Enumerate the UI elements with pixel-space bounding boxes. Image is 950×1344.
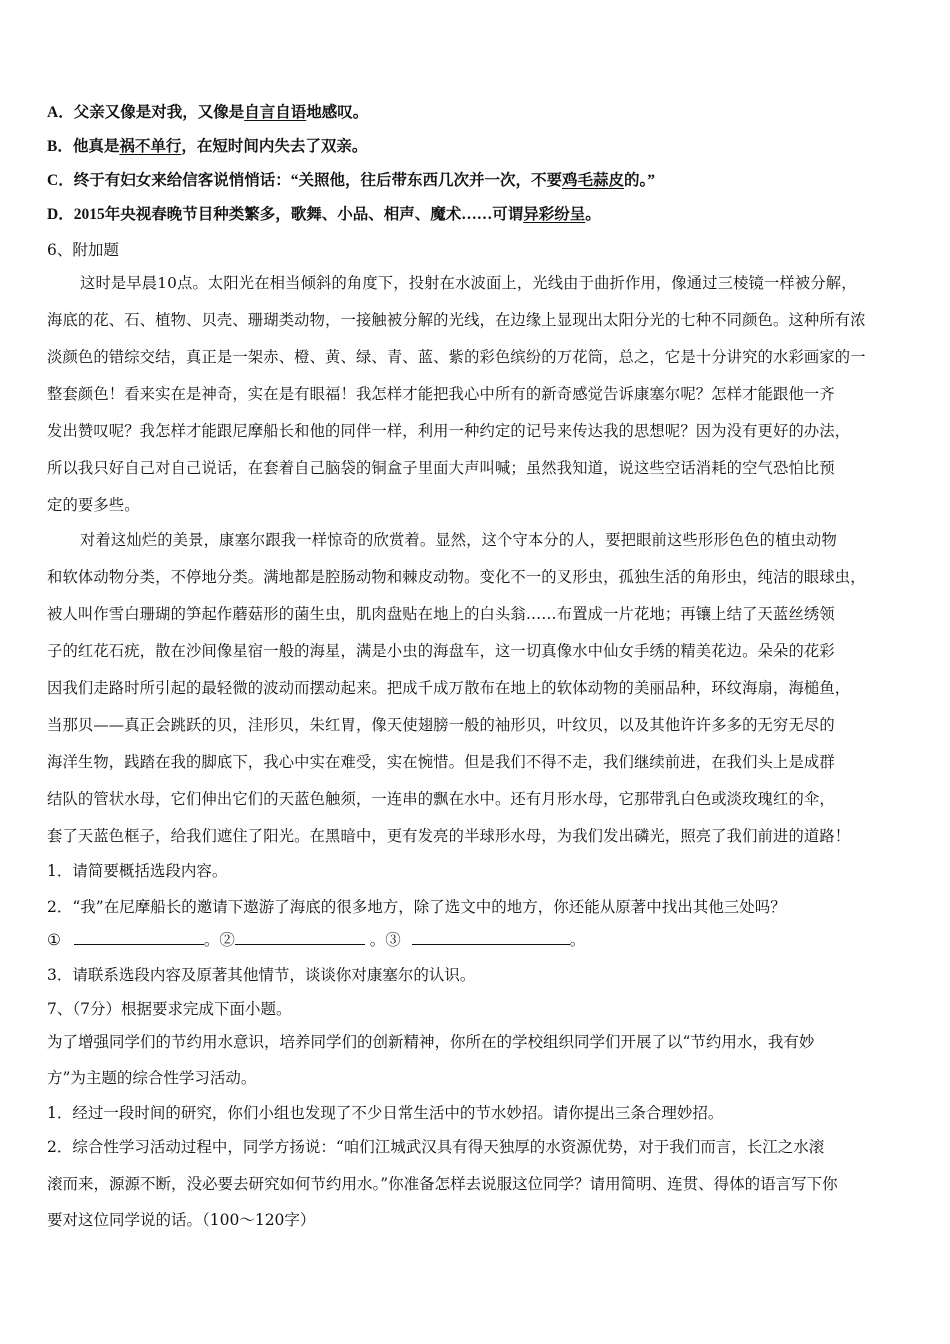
underlined-idiom: 祸不单行 bbox=[119, 138, 182, 155]
passage-line: 整套颜色！看来实在是神奇，实在是有眼福！我怎样才能把我心中所有的新奇感觉告诉康塞尔呢？怎样才能跟他一齐 bbox=[47, 385, 835, 403]
passage-line: 子的红花石疣，散在沙间像星宿一般的海星，满是小虫的海盘车，这一切真像水中仙女手绣的精美花边。朵朵的花彩 bbox=[47, 642, 835, 660]
option-text: 。 bbox=[585, 206, 601, 223]
option-text: 终于有妇女来给信客说悄悄话：“关照他，往后带东西几次并一次，不要 bbox=[73, 172, 562, 189]
passage-line: 淡颜色的错综交结，真正是一架赤、橙、黄、绿、青、蓝、紫的彩色缤纷的万花筒，总之，它是十分讲究的水彩画家的一 bbox=[47, 348, 866, 366]
passage-line: 被人叫作雪白珊瑚的笋起作蘑菇形的菌生虫，肌肉盘贴在地上的白头翁……布置成一片花地；再镶上结了天蓝丝绣领 bbox=[47, 605, 835, 623]
passage-line: 这时是早晨10点。太阳光在相当倾斜的角度下，投射在水波面上，光线由于曲折作用，像通过三棱镜一样被分解， bbox=[80, 274, 857, 292]
option-text: 的。” bbox=[623, 172, 655, 189]
option-text: 2015年央视春晚节目种类繁多，歌舞、小品、相声、魔术……可谓 bbox=[73, 206, 524, 223]
question-7-sub1: 1．经过一段时间的研究，你们小组也发现了不少日常生活中的节水妙招。请你提出三条合理妙招。 bbox=[47, 1104, 724, 1122]
underlined-idiom: 异彩纷呈 bbox=[523, 206, 586, 223]
answer-blank-3[interactable] bbox=[412, 930, 570, 945]
passage-line: 定的要多些。 bbox=[47, 496, 140, 514]
question-6-sub2: 2．“我”在尼摩船长的邀请下遨游了海底的很多地方，除了选文中的地方，你还能从原著中找出其他三处吗？ bbox=[47, 898, 786, 916]
question-7-intro: 为了增强同学们的节约用水意识，培养同学们的创新精神，你所在的学校组织同学们开展了以“节约用水，我有妙 bbox=[47, 1033, 815, 1051]
option-d bbox=[47, 205, 601, 225]
option-text: 他真是 bbox=[72, 138, 120, 155]
option-b bbox=[47, 137, 367, 157]
option-a bbox=[47, 103, 368, 123]
passage-line: 海洋生物，践踏在我的脚底下，我心中实在难受，实在惋惜。但是我们不得不走，我们继续前进，在我们头上是成群 bbox=[47, 753, 835, 771]
question-6-title: 6、附加题 bbox=[47, 241, 119, 259]
passage-line: 套了天蓝色框子，给我们遮住了阳光。在黑暗中，更有发亮的半球形水母，为我们发出磷光，照亮了我们前进的道路！ bbox=[47, 827, 851, 845]
passage-line: 对着这灿烂的美景，康塞尔跟我一样惊奇的欣赏着。显然，这个守本分的人，要把眼前这些形形色色的植虫动物 bbox=[80, 531, 837, 549]
option-text: ，在短时间内失去了双亲。 bbox=[181, 138, 368, 155]
answer-blank-2[interactable] bbox=[235, 930, 365, 945]
blank-end: 。 bbox=[569, 931, 586, 949]
underlined-idiom: 自言自语 bbox=[244, 104, 307, 121]
option-letter: C． bbox=[47, 172, 74, 189]
option-c bbox=[47, 171, 655, 191]
blank-label-1: ① bbox=[47, 931, 61, 949]
question-6-sub3: 3．请联系选段内容及原著其他情节，谈谈你对康塞尔的认识。 bbox=[47, 966, 476, 984]
question-7-sub2: 要对这位同学说的话。（100～120字） bbox=[47, 1211, 316, 1229]
option-text: 父亲又像是对我，又像是 bbox=[73, 104, 245, 121]
option-letter: D． bbox=[47, 206, 74, 223]
passage-line: 结队的管状水母，它们伸出它们的天蓝色触须，一连串的飘在水中。还有月形水母，它那带乳白色或淡玫瑰红的伞， bbox=[47, 790, 835, 808]
question-7-intro: 方”为主题的综合性学习活动。 bbox=[47, 1069, 257, 1087]
question-6-sub1: 1．请简要概括选段内容。 bbox=[47, 862, 228, 880]
question-7-sub2: 滚而来，源源不断，没必要去研究如何节约用水。”你准备怎样去说服这位同学？请用简明、连贯、得体的语言写下你 bbox=[47, 1175, 838, 1193]
passage-line: 海底的花、石、植物、贝壳、珊瑚类动物，一接触被分解的光线，在边缘上显现出太阳分光的七种不同颜色。这种所有浓 bbox=[47, 311, 866, 329]
blank-label-2: 。② bbox=[203, 931, 235, 949]
option-letter: A． bbox=[47, 104, 74, 121]
underlined-idiom: 鸡毛蒜皮 bbox=[561, 172, 624, 189]
passage-line: 当那贝——真正会跳跃的贝，洼形贝，朱红胃，像天使翅膀一般的袖形贝，叶纹贝，以及其他许许多多的无穷无尽的 bbox=[47, 716, 835, 734]
passage-line: 因我们走路时所引起的最轻微的波动而摆动起来。把成千成万散布在地上的软体动物的美丽品种，环纹海扇，海槌鱼， bbox=[47, 679, 851, 697]
blank-label-3: 。③ bbox=[369, 931, 401, 949]
answer-blank-1[interactable] bbox=[74, 930, 204, 945]
question-7-title: 7、（7分）根据要求完成下面小题。 bbox=[47, 1000, 292, 1018]
question-7-sub2: 2．综合性学习活动过程中，同学方扬说：“咱们江城武汉具有得天独厚的水资源优势，对于我们而言，长江之水滚 bbox=[47, 1138, 825, 1156]
passage-line: 发出赞叹呢？我怎样才能跟尼摩船长和他的同伴一样，利用一种约定的记号来传达我的思想呢？因为没有更好的办法， bbox=[47, 422, 851, 440]
option-letter: B． bbox=[47, 138, 73, 155]
passage-line: 和软体动物分类，不停地分类。满地都是腔肠动物和棘皮动物。变化不一的叉形虫，孤独生活的角形虫，纯洁的眼球虫， bbox=[47, 568, 866, 586]
passage-line: 所以我只好自己对自己说话，在套着自己脑袋的铜盒子里面大声叫喊；虽然我知道，说这些空话消耗的空气恐怕比预 bbox=[47, 459, 835, 477]
option-text: 地感叹。 bbox=[306, 104, 369, 121]
answer-blanks-row bbox=[47, 930, 585, 950]
